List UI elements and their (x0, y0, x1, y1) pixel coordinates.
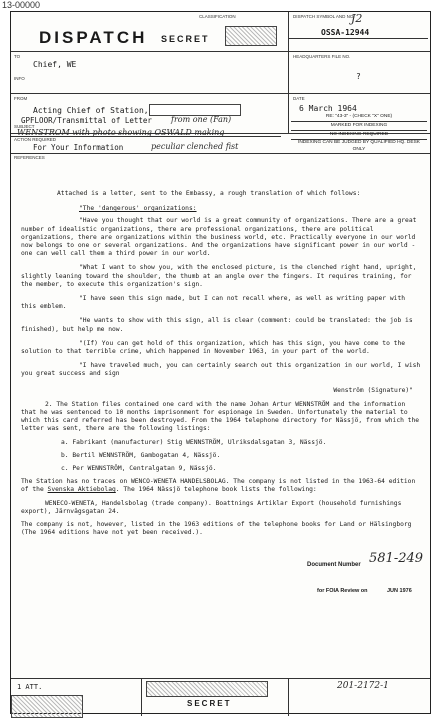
classification-bottom: SECRET (187, 699, 232, 708)
page-title: DISPATCH (39, 28, 148, 47)
dispatch-form (10, 11, 431, 714)
redaction-stamp (225, 26, 277, 46)
handwritten-top-note: J2 (351, 12, 363, 25)
references-label: REFERENCES (14, 155, 45, 160)
symbol-label: DISPATCH SYMBOL AND NO. (293, 14, 355, 19)
from-value: Acting Chief of Station, (33, 106, 149, 115)
quote-title: "The 'dangerous' organizations: (79, 205, 197, 213)
classification-top: SECRET (161, 34, 210, 44)
dispatch-symbol: OSSA-12944 (321, 28, 370, 37)
body-p5: "(If) You can get hold of this organization, which has this sign, you have come to the solution to that terrible crime, which happened in November 1963, in your part of the world. (21, 339, 406, 356)
document-number-stamp: Document Number (307, 562, 361, 568)
body-p3: "I have seen this sign made, but I can not recall where, as well as writing paper with this emblem. (21, 295, 406, 311)
body-p4: "He wants to show with this sign, all is clear (comment: could be translated: the job is finished), but help me now. (21, 317, 413, 333)
footer (11, 678, 430, 716)
signature: Wenström (Signature)" (333, 386, 413, 394)
body-p7: 2. The Station files contained one card with the name Johan Artur WENNSTRÖM and the information that he was sentenced to 10 months imprisonment for espionage in Sweden. Unfortunately the material to which this card referred has been destroyed. From the 1964 telephone directory for Nässjö, from which the letter was sent, there are the following listings: (21, 400, 420, 433)
subject-label: SUBJECT (14, 124, 35, 129)
action-handwritten: peculiar clenched fist (151, 142, 239, 151)
info-label: INFO (14, 76, 25, 81)
subject-handwritten-2: WENSTROM with photo showing OSWALD making (17, 128, 225, 137)
foia-date: JUN 1976 (387, 588, 412, 594)
body-p10: The company is not, however, listed in the 1963 editions of the telephone books for Land or Hälsingborg (The 1964 editions have not yet been received.). (21, 521, 412, 537)
index-judged[interactable]: INDEXING CAN BE JUDGED BY QUALIFIED HQ. DESK ONLY (298, 140, 420, 152)
foia-stamp: for FOIA Review on (317, 588, 368, 594)
body-p2: "What I want to show you, with the enclosed picture, is the clenched right hand, upright, slightly leaning toward the shoulder, the thumb at an angle over the fingers. It requires training, for the member, to execute this organization's sign. (21, 264, 417, 288)
from-label: FROM (14, 96, 28, 101)
body-p9: WENECO-WENETA, Handelsbolag (trade company). Boattnings Artiklar Export (household furnishings export), Järnvägsgatan 24. (21, 499, 402, 515)
date-value: 6 March 1964 (299, 104, 357, 113)
header-row (11, 12, 430, 52)
redaction-stamp-bottom (146, 681, 268, 697)
subject-handwritten: from one (Fan) (171, 115, 232, 124)
file-number-handwritten: 201-2172-1 (337, 681, 389, 691)
index-marked[interactable]: MARKED FOR INDEXING (291, 121, 427, 131)
list-item-b: b. Bertil WENNSTRÖM, Gambogatan 4, Nässjö. (61, 451, 221, 459)
hq-file-label: HEADQUARTERS FILE NO. (293, 54, 351, 59)
document-body (21, 190, 423, 538)
document-number-handwritten: 581-249 (369, 551, 424, 566)
page-code: 13-00000 (2, 0, 41, 10)
subject-value: GPFLOOR/Transmittal of Letter (21, 116, 152, 125)
classification-label: CLASSIFICATION (199, 14, 236, 19)
date-label: DATE (293, 96, 305, 101)
body-p6: "I have traveled much, you can certainly search out this organization in our world, I wish you great success and sign (21, 362, 421, 378)
body-p8: The Station has no traces on WENCO-WENETA HANDELSBOLAG. The company is not listed in the 1963-64 edition of the Svenska Aktiebolag. The 1964 Nässjö telephone book lists the following: (21, 478, 416, 494)
to-row (11, 52, 430, 94)
list-item-c: c. Per WENNSTRÖM, Centralgatan 9, Nässjö. (61, 465, 217, 473)
to-label: TO (14, 54, 21, 59)
index-none[interactable]: NO INDEXING REQUIRED (291, 130, 427, 140)
body-intro: Attached is a letter, sent to the Embassy, a rough translation of which follows: (57, 190, 361, 197)
routing-block (11, 695, 83, 718)
to-value: Chief, WE (33, 60, 77, 69)
index-instruction: RE: "43-3" - (CHECK "X" ONE) (291, 112, 427, 122)
action-label: ACTION REQUIRED (14, 137, 57, 142)
list-item-a: a. Fabrikant (manufacturer) Stig WENNSTRÖM, Ulriksdalsgatan 3, Nässjö. (61, 438, 327, 446)
body-p1: "Have you thought that our world is a great community of organizations. There are a great number of idealistic organizations, there are professional organizations, there are political organizations, there are organizations within the business world, etc. Practically everyone in our world now belongs to one or several organizations. And the organizations have significant power in our world - one can well call them a third power in our world. (21, 217, 417, 258)
action-value: For Your Information (33, 143, 124, 152)
attachment-note: 1 ATT. (17, 683, 43, 691)
hq-file-value: ? (356, 72, 361, 81)
